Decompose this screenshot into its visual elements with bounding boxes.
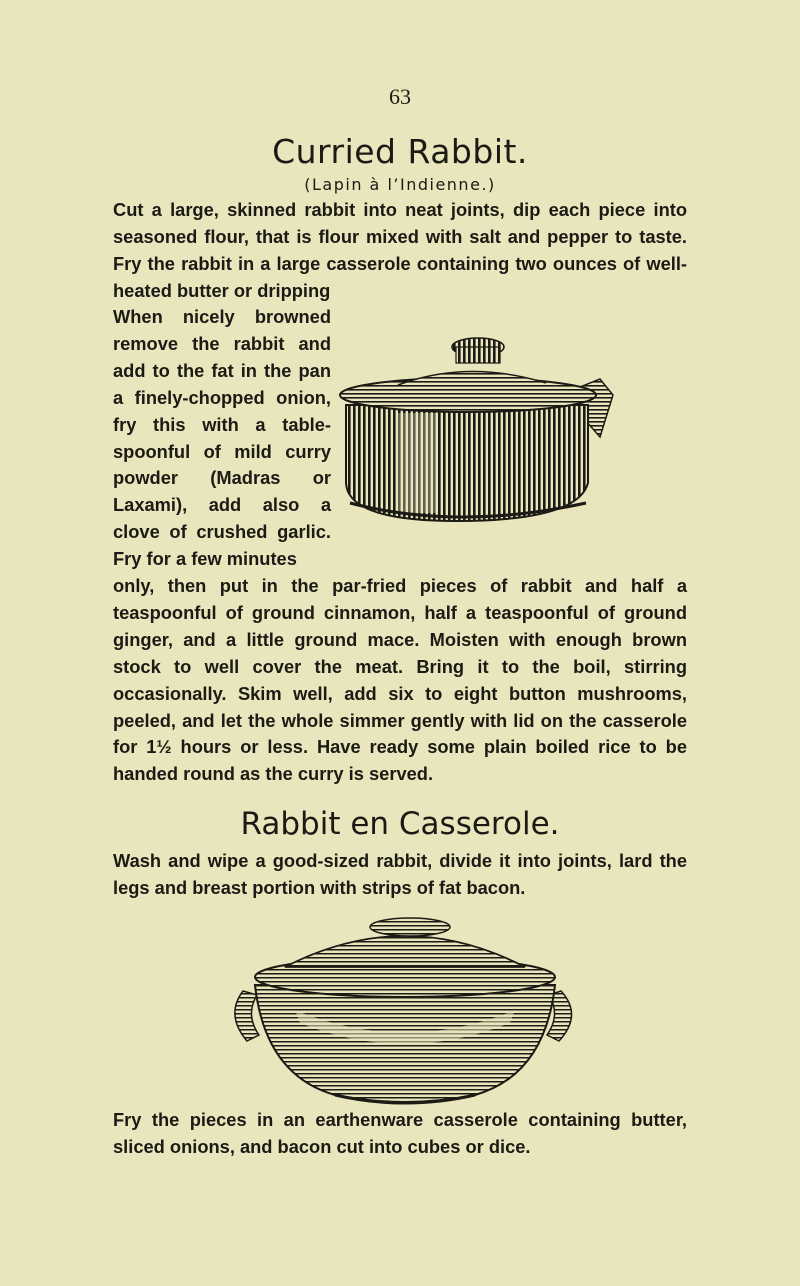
curried-rabbit-method: only, then put in the par-fried pieces of rabbit and half a teaspoonful of ground cinnamon, half a teaspoonful of ground ginger, and a little ground mace. Moisten with enough brown stock to well cover the meat. Bring it to the boil, stirring occasionally. Skim well, add six to eight button mushrooms, peeled, and let the whole simmer gently with lid on the casserole for 1½ hours or less. Have ready some plain boiled rice to be handed round as the curry is served. [113,575,687,785]
recipe-title-rabbit-en-casserole: Rabbit en Casserole. [240,806,560,842]
rabbit-casserole-paragraph-2: Fry the pieces in an earthenware casserole containing butter, sliced onions, and bacon cut into cubes or dice. [113,1109,687,1157]
earthenware-casserole-icon [225,905,585,1111]
pot-with-handle-icon [338,333,618,533]
rabbit-casserole-paragraph-1: Wash and wipe a good-sized rabbit, divide it into joints, lard the legs and breast portion with strips of fat bacon. [113,850,687,898]
curried-rabbit-side-text: When nicely browned remove the rabbit and add to the fat in the pan a finely-chopped onion, fry this with a tablespoonful of mild curry powder (Madras or Laxami), add also a clove of crushed garlic. Fry for a few minutes [113,306,331,570]
casserole-pot-illustration [338,333,618,533]
page-number: 63 [389,84,411,109]
recipe-title-curried-rabbit: Curried Rabbit. [272,132,528,171]
curried-rabbit-intro: Cut a large, skinned rabbit into neat joints, dip each piece into seasoned flour, that is flour mixed with salt and pepper to taste. Fry the rabbit in a large casserole containing two ounces of well-heated butter or dripping [113,199,687,301]
recipe-subtitle: (Lapin à l’Indienne.) [304,175,496,194]
earthenware-casserole-illustration [225,905,585,1111]
